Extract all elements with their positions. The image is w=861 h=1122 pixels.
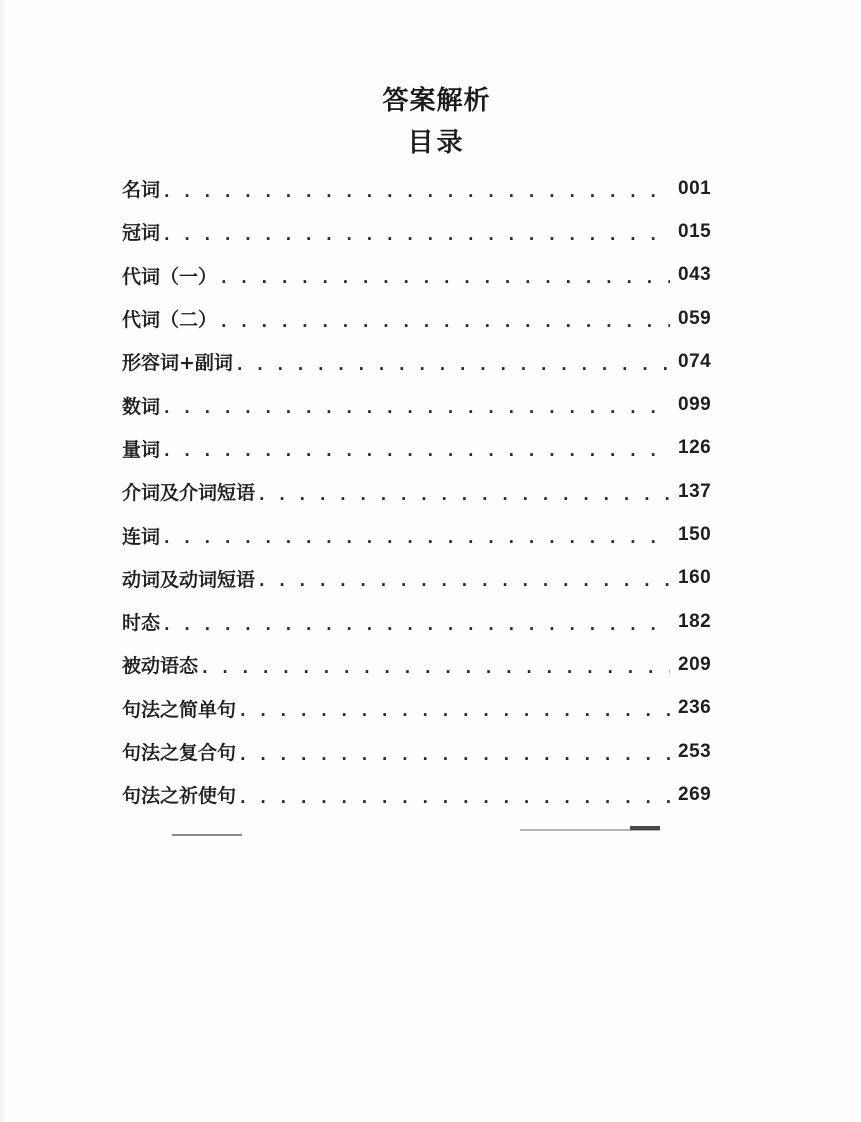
toc-entry[interactable] (122, 340, 722, 383)
toc-entry[interactable] (122, 210, 722, 253)
toc-entry[interactable] (122, 773, 722, 816)
scan-artifact-line (172, 834, 242, 836)
toc-entry-label: 冠词 (122, 222, 161, 245)
page-subtitle: 目录 (407, 128, 466, 158)
toc-entry-page: 209 (678, 653, 712, 675)
toc-entry[interactable] (122, 730, 722, 773)
toc-entry-label: 句法之复合句 (122, 742, 237, 764)
toc-leader-dots (162, 526, 670, 546)
toc-leader-dots (200, 656, 670, 676)
toc-entry[interactable] (122, 557, 722, 600)
toc-entry-label: 连词 (122, 525, 161, 548)
toc-entry-label: 句法之简单句 (122, 698, 237, 721)
toc-entry-label: 句法之祈使句 (122, 785, 237, 808)
toc-leader-dots (162, 439, 670, 459)
toc-entry[interactable] (122, 167, 722, 210)
toc-leader-dots (257, 569, 670, 589)
toc-entry[interactable] (122, 687, 722, 730)
toc-entry-page: 236 (678, 697, 712, 719)
toc-leader-dots (162, 396, 670, 416)
toc-entry-page: 059 (678, 307, 712, 329)
page-edge-shadow (0, 0, 6, 1122)
toc-entry-label: 量词 (122, 438, 161, 461)
toc-entry-page: 137 (678, 480, 712, 502)
toc-entry-label: 代词（二） (122, 309, 218, 332)
toc-entry[interactable] (122, 643, 722, 686)
page-title: 答案解析 (382, 86, 491, 116)
toc-entry[interactable] (122, 383, 722, 426)
scan-artifact-line (630, 826, 660, 830)
toc-entry-page: 160 (678, 567, 712, 589)
toc-entry-page: 150 (678, 524, 712, 546)
toc-entry-page: 074 (678, 350, 712, 372)
toc-entry-label: 形容词+副词 (122, 352, 233, 375)
toc-entry[interactable] (122, 600, 722, 643)
toc-entry-page: 001 (678, 177, 712, 199)
toc-entry[interactable] (122, 470, 722, 513)
toc-entry-label: 数词 (122, 395, 161, 418)
toc-entry-label: 动词及动词短语 (122, 568, 256, 591)
toc-leader-dots (162, 223, 670, 243)
toc-leader-dots (238, 699, 670, 719)
toc-entry-label: 名词 (122, 179, 161, 202)
toc-leader-dots (219, 310, 670, 330)
toc-entry[interactable] (122, 297, 722, 340)
toc-entry[interactable] (122, 254, 722, 297)
toc-entry-page: 253 (678, 740, 712, 762)
table-of-contents (122, 167, 722, 816)
toc-entry-label: 被动语态 (122, 655, 199, 678)
toc-entry-page: 126 (678, 437, 712, 459)
toc-entry-page: 182 (678, 610, 712, 632)
toc-leader-dots (162, 180, 670, 200)
toc-entry-label: 代词（一） (122, 265, 218, 288)
toc-entry-page: 015 (678, 220, 712, 242)
toc-leader-dots (238, 786, 670, 806)
toc-entry-label: 时态 (122, 612, 161, 635)
toc-entry-page: 099 (678, 394, 712, 416)
toc-leader-dots (235, 353, 670, 373)
toc-entry[interactable] (122, 513, 722, 556)
toc-entry[interactable] (122, 427, 722, 470)
toc-leader-dots (219, 266, 670, 286)
toc-entry-label: 介词及介词短语 (122, 482, 256, 505)
toc-entry-page: 269 (678, 783, 712, 805)
toc-leader-dots (162, 613, 670, 633)
toc-leader-dots (238, 743, 670, 763)
toc-entry-page: 043 (678, 264, 712, 286)
toc-leader-dots (257, 483, 670, 503)
